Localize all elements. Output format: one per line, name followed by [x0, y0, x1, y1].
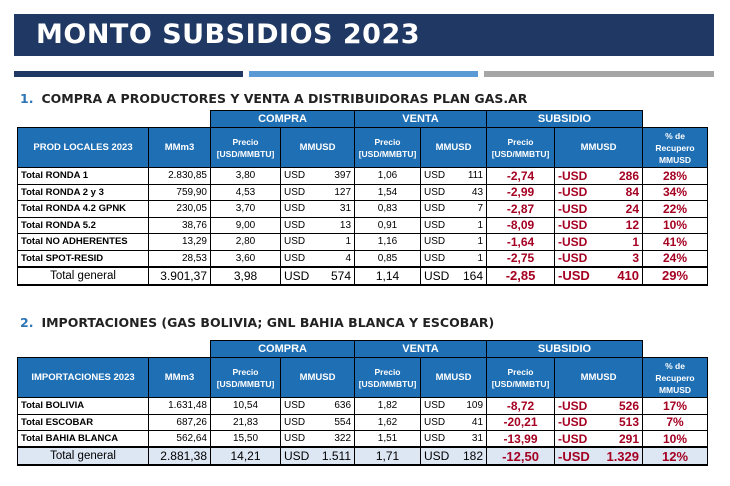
- amount-value: 636: [334, 400, 352, 412]
- header-compra-mmusd: MMUSD: [281, 128, 355, 168]
- header-compra-precio: Precio [USD/MMBTU]: [211, 358, 281, 398]
- currency-label: USD: [284, 170, 306, 182]
- venta-mmusd: [421, 184, 487, 201]
- subsidio-precio: -12,50: [487, 447, 555, 465]
- currency-label: -USD: [558, 218, 588, 233]
- amount-value: 127: [334, 186, 352, 198]
- compra-precio: 9,00: [211, 217, 281, 234]
- venta-mmusd: [421, 414, 487, 431]
- recupero-pct: 22%: [643, 201, 708, 218]
- subsidio-precio: -2,74: [487, 168, 555, 185]
- venta-precio: 1,06: [355, 168, 421, 185]
- amount-value: 12: [625, 218, 640, 233]
- section-2-title: [20, 315, 494, 330]
- subsidio-mmusd: [555, 398, 643, 415]
- section-2-heading: IMPORTACIONES (GAS BOLIVIA; GNL BAHIA BLANCA Y ESCOBAR): [41, 315, 495, 330]
- compra-precio: 14,21: [211, 447, 281, 465]
- amount-value: 1: [477, 252, 484, 264]
- venta-mmusd: [421, 201, 487, 218]
- row-mmm3: 38,76: [149, 217, 211, 234]
- header-subsidio-precio: Precio [USD/MMBTU]: [487, 128, 555, 168]
- header-name: PROD LOCALES 2023: [18, 128, 149, 168]
- currency-label: USD: [284, 236, 306, 248]
- amount-value: 41: [471, 416, 484, 428]
- table-row: [18, 414, 708, 431]
- subsidio-precio: -8,09: [487, 217, 555, 234]
- venta-precio: 1,62: [355, 414, 421, 431]
- table-row: [18, 431, 708, 448]
- compra-mmusd: [281, 431, 355, 448]
- header-subsidio-mmusd: MMUSD: [555, 358, 643, 398]
- header-subsidio-mmusd: MMUSD: [555, 128, 643, 168]
- row-name: Total RONDA 4.2 GPNK: [18, 201, 149, 218]
- compra-mmusd: [281, 414, 355, 431]
- currency-label: -USD: [558, 251, 588, 265]
- compra-mmusd: [281, 168, 355, 185]
- subsidio-mmusd: [555, 201, 643, 218]
- subsidio-mmusd: [555, 431, 643, 448]
- amount-value: 24: [625, 201, 640, 216]
- amount-value: 31: [339, 203, 352, 215]
- header-mmm3: MMm3: [149, 128, 211, 168]
- row-name: Total SPOT-RESID: [18, 250, 149, 267]
- table-row: [18, 184, 708, 201]
- table-row: [18, 398, 708, 415]
- total-row: [18, 267, 708, 285]
- currency-label: USD: [284, 416, 306, 428]
- currency-label: USD: [284, 219, 306, 231]
- compra-precio: 10,54: [211, 398, 281, 415]
- venta-precio: 1,54: [355, 184, 421, 201]
- amount-value: 554: [334, 416, 352, 428]
- group-subsidio: SUBSIDIO: [487, 111, 643, 128]
- header-recupero: % de Recupero MMUSD: [643, 358, 708, 398]
- amount-value: 1.511: [321, 449, 352, 463]
- venta-mmusd: [421, 431, 487, 448]
- amount-value: 286: [618, 168, 640, 183]
- amount-value: 322: [334, 433, 352, 444]
- currency-label: USD: [284, 268, 310, 283]
- subsidio-precio: -8,72: [487, 398, 555, 415]
- row-mmm3: 562,64: [149, 431, 211, 448]
- amount-value: 7: [477, 203, 484, 215]
- venta-mmusd: [421, 250, 487, 267]
- currency-label: USD: [424, 252, 446, 264]
- subsidio-precio: -2,87: [487, 201, 555, 218]
- compra-precio: 3,70: [211, 201, 281, 218]
- recupero-pct: 34%: [643, 184, 708, 201]
- currency-label: -USD: [558, 448, 590, 464]
- venta-mmusd: [421, 217, 487, 234]
- table-row: [18, 234, 708, 251]
- venta-mmusd: [421, 447, 487, 465]
- subsidio-mmusd: [555, 414, 643, 431]
- amount-value: 574: [330, 268, 352, 283]
- venta-mmusd: [421, 398, 487, 415]
- currency-label: -USD: [558, 431, 588, 446]
- subsidio-mmusd: [555, 447, 643, 465]
- group-venta: VENTA: [355, 111, 487, 128]
- compra-precio: 2,80: [211, 234, 281, 251]
- amount-value: 397: [334, 170, 352, 182]
- subsidio-mmusd: [555, 168, 643, 185]
- amount-value: 513: [618, 415, 640, 430]
- recupero-pct: 10%: [643, 431, 708, 448]
- subsidio-mmusd: [555, 184, 643, 201]
- group-compra: COMPRA: [211, 341, 355, 358]
- amount-value: 43: [471, 186, 484, 198]
- group-venta: VENTA: [355, 341, 487, 358]
- table-prod-locales: [17, 110, 708, 286]
- recupero-pct: 17%: [643, 398, 708, 415]
- compra-mmusd: [281, 234, 355, 251]
- recupero-pct: 41%: [643, 234, 708, 251]
- compra-mmusd: [281, 398, 355, 415]
- currency-label: USD: [424, 416, 446, 428]
- recupero-pct: 10%: [643, 217, 708, 234]
- stripe-blue: [249, 71, 478, 77]
- currency-label: -USD: [558, 185, 588, 200]
- amount-value: 31: [471, 433, 484, 444]
- amount-value: 3: [632, 251, 640, 265]
- stripe-gray: [484, 71, 714, 77]
- subsidio-precio: -13,99: [487, 431, 555, 448]
- amount-value: 1: [477, 219, 484, 231]
- currency-label: USD: [284, 400, 306, 412]
- amount-value: 1: [477, 236, 484, 248]
- header-subsidio-precio: Precio [USD/MMBTU]: [487, 358, 555, 398]
- recupero-pct: 12%: [643, 447, 708, 465]
- row-mmm3: 2.881,38: [149, 447, 211, 465]
- header-compra-mmusd: MMUSD: [281, 358, 355, 398]
- compra-mmusd: [281, 250, 355, 267]
- header-mmm3: MMm3: [149, 358, 211, 398]
- subsidio-precio: -20,21: [487, 414, 555, 431]
- currency-label: -USD: [558, 234, 588, 249]
- row-mmm3: 759,90: [149, 184, 211, 201]
- subsidio-mmusd: [555, 234, 643, 251]
- subsidio-mmusd: [555, 250, 643, 267]
- amount-value: 291: [618, 431, 640, 446]
- section-1-title: [20, 91, 527, 106]
- compra-precio: 4,53: [211, 184, 281, 201]
- row-mmm3: 2.830,85: [149, 168, 211, 185]
- currency-label: -USD: [558, 415, 588, 430]
- venta-precio: 1,71: [355, 447, 421, 465]
- section-2-number: 2.: [20, 315, 34, 330]
- subsidio-mmusd: [555, 217, 643, 234]
- amount-value: 13: [339, 219, 352, 231]
- recupero-pct: 7%: [643, 414, 708, 431]
- row-name: Total BOLIVIA: [18, 398, 149, 415]
- venta-mmusd: [421, 267, 487, 285]
- amount-value: 164: [462, 268, 484, 283]
- header-venta-mmusd: MMUSD: [421, 358, 487, 398]
- compra-precio: 3,98: [211, 267, 281, 285]
- total-row: [18, 447, 708, 465]
- header-compra-precio: Precio [USD/MMBTU]: [211, 128, 281, 168]
- recupero-pct: 29%: [643, 267, 708, 285]
- subsidio-precio: -2,85: [487, 267, 555, 285]
- title-banner: [14, 14, 714, 56]
- section-1-heading: COMPRA A PRODUCTORES Y VENTA A DISTRIBUIDORAS PLAN GAS.AR: [41, 91, 528, 106]
- row-name: Total RONDA 1: [18, 168, 149, 185]
- currency-label: USD: [424, 449, 450, 463]
- compra-mmusd: [281, 267, 355, 285]
- row-name: Total ESCOBAR: [18, 414, 149, 431]
- currency-label: USD: [424, 268, 450, 283]
- currency-label: USD: [424, 433, 446, 444]
- row-name: Total BAHIA BLANCA: [18, 431, 149, 448]
- recupero-pct: 24%: [643, 250, 708, 267]
- compra-mmusd: [281, 184, 355, 201]
- header-venta-precio: Precio [USD/MMBTU]: [355, 358, 421, 398]
- table-row: [18, 201, 708, 218]
- row-name: Total NO ADHERENTES: [18, 234, 149, 251]
- venta-precio: 1,51: [355, 431, 421, 448]
- table-row: [18, 250, 708, 267]
- row-mmm3: 687,26: [149, 414, 211, 431]
- header-venta-mmusd: MMUSD: [421, 128, 487, 168]
- venta-precio: 0,91: [355, 217, 421, 234]
- compra-precio: 3,60: [211, 250, 281, 267]
- compra-precio: 3,80: [211, 168, 281, 185]
- row-name: Total general: [18, 447, 149, 465]
- compra-mmusd: [281, 447, 355, 465]
- venta-mmusd: [421, 234, 487, 251]
- venta-precio: 1,82: [355, 398, 421, 415]
- amount-value: 1: [345, 236, 352, 248]
- row-mmm3: 1.631,48: [149, 398, 211, 415]
- currency-label: USD: [284, 252, 306, 264]
- compra-mmusd: [281, 201, 355, 218]
- currency-label: -USD: [558, 168, 588, 183]
- amount-value: 84: [625, 185, 640, 200]
- group-compra: COMPRA: [211, 111, 355, 128]
- section-1-number: 1.: [20, 91, 34, 106]
- currency-label: USD: [284, 203, 306, 215]
- compra-mmusd: [281, 217, 355, 234]
- row-mmm3: 13,29: [149, 234, 211, 251]
- currency-label: -USD: [558, 398, 588, 413]
- row-name: Total RONDA 2 y 3: [18, 184, 149, 201]
- venta-precio: 0,85: [355, 250, 421, 267]
- subsidio-precio: -2,99: [487, 184, 555, 201]
- subsidio-precio: -2,75: [487, 250, 555, 267]
- venta-precio: 1,14: [355, 267, 421, 285]
- row-mmm3: 230,05: [149, 201, 211, 218]
- amount-value: 109: [466, 400, 484, 412]
- currency-label: USD: [424, 219, 446, 231]
- currency-label: USD: [424, 236, 446, 248]
- table-importaciones: [17, 340, 708, 466]
- row-mmm3: 3.901,37: [149, 267, 211, 285]
- currency-label: USD: [424, 400, 446, 412]
- currency-label: USD: [284, 433, 306, 444]
- recupero-pct: 28%: [643, 168, 708, 185]
- header-name: IMPORTACIONES 2023: [18, 358, 149, 398]
- row-name: Total general: [18, 267, 149, 285]
- header-recupero: % de Recupero MMUSD: [643, 128, 708, 168]
- currency-label: USD: [424, 186, 446, 198]
- table-row: [18, 217, 708, 234]
- amount-value: 1: [632, 234, 640, 249]
- compra-precio: 21,83: [211, 414, 281, 431]
- amount-value: 526: [618, 398, 640, 413]
- currency-label: USD: [424, 203, 446, 215]
- amount-value: 111: [467, 170, 484, 182]
- amount-value: 4: [345, 252, 352, 264]
- row-mmm3: 28,53: [149, 250, 211, 267]
- group-subsidio: SUBSIDIO: [487, 341, 643, 358]
- currency-label: USD: [424, 170, 446, 182]
- amount-value: 410: [617, 268, 640, 283]
- currency-label: USD: [284, 186, 306, 198]
- stripe-dark: [14, 71, 243, 77]
- currency-label: -USD: [558, 201, 588, 216]
- compra-precio: 15,50: [211, 431, 281, 448]
- subsidio-precio: -1,64: [487, 234, 555, 251]
- venta-mmusd: [421, 168, 487, 185]
- table-row: [18, 168, 708, 185]
- currency-label: USD: [284, 449, 310, 463]
- header-venta-precio: Precio [USD/MMBTU]: [355, 128, 421, 168]
- venta-precio: 1,16: [355, 234, 421, 251]
- page-title: MONTO SUBSIDIOS 2023: [36, 19, 421, 50]
- currency-label: -USD: [558, 268, 590, 283]
- venta-precio: 0,83: [355, 201, 421, 218]
- subsidio-mmusd: [555, 267, 643, 285]
- amount-value: 1.329: [606, 448, 640, 464]
- amount-value: 182: [462, 449, 484, 463]
- row-name: Total RONDA 5.2: [18, 217, 149, 234]
